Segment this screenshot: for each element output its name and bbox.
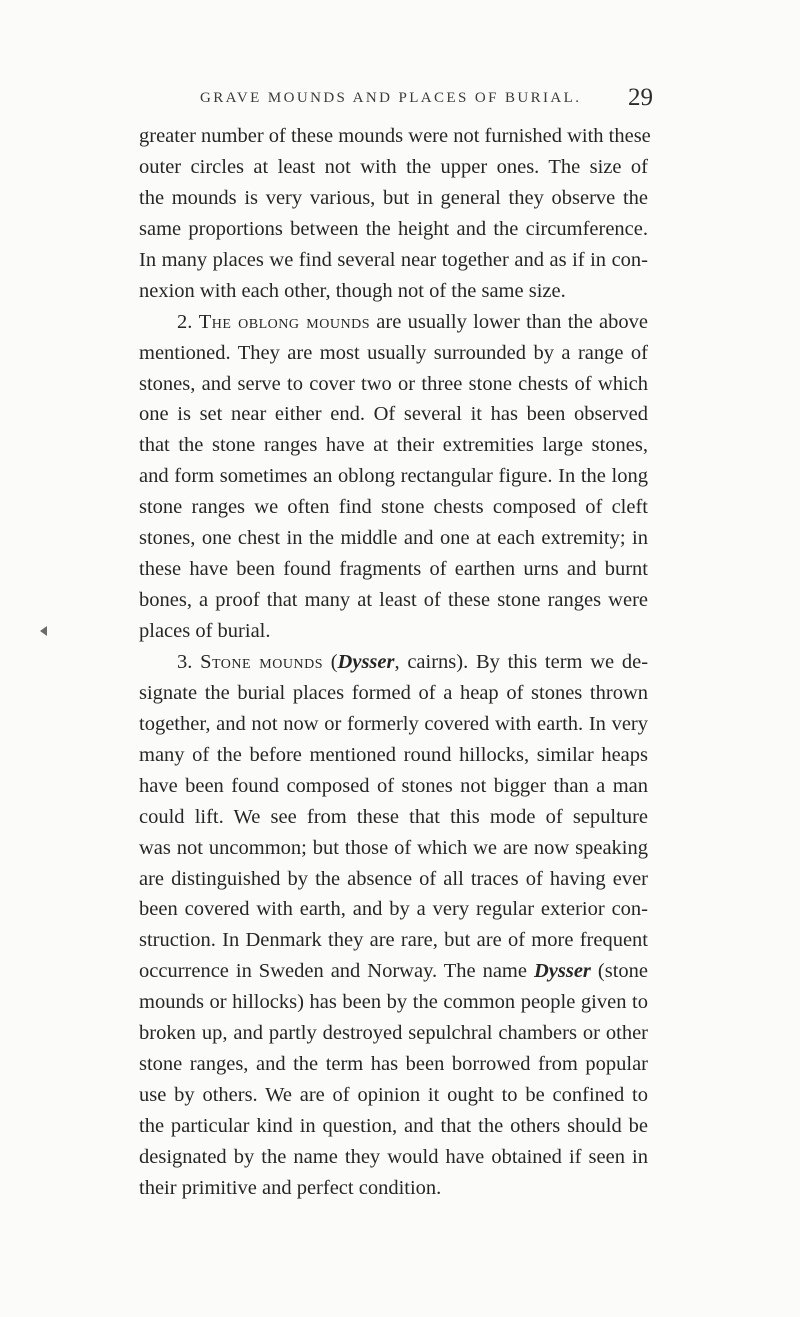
text-line: together, and not now or formerly covered with earth. In very <box>139 712 648 735</box>
text-line: the particular kind in question, and that the others should be <box>139 1115 648 1137</box>
text-line: could lift. We see from these that this mode of sepulture <box>139 805 648 828</box>
text-line: nexion with each other, though not of the same size. <box>139 279 566 302</box>
section-number: 3. <box>177 650 193 673</box>
text-line: same proportions between the height and the circumference. <box>139 217 648 240</box>
italic-term: Dysser <box>337 650 395 673</box>
text-line: was not uncommon; but those of which we are now speaking <box>139 836 648 859</box>
text-line: been covered with earth, and by a very regular exterior con- <box>139 898 648 921</box>
text-line: designated by the name they would have obtained if seen in <box>139 1145 648 1168</box>
text-line: In many places we find several near together and as if in con- <box>139 248 648 271</box>
margin-arrow-icon <box>40 626 47 636</box>
running-title: GRAVE MOUNDS AND PLACES OF BURIAL. <box>200 90 582 106</box>
text-line: mounds or hillocks) has been by the common people given to <box>139 991 648 1014</box>
text-line: stone ranges, and the term has been borrowed from popular <box>139 1053 648 1076</box>
text-line: these have been found fragments of earthen urns and burnt <box>139 558 648 581</box>
text-line: the mounds is very various, but in general they observe the <box>139 186 648 209</box>
text-line: broken up, and partly destroyed sepulchral chambers or other <box>139 1022 648 1045</box>
text-line: stone ranges we often find stone chests composed of cleft <box>139 496 648 519</box>
section-heading-line: 2. The oblong mounds are usually lower than the above <box>177 310 649 333</box>
text-line: and form sometimes an oblong rectangular figure. In the long <box>139 465 648 488</box>
text-line: places of burial. <box>139 620 271 642</box>
running-head <box>0 86 800 116</box>
text-line: use by others. We are of opinion it ought to be confined to <box>139 1084 648 1107</box>
text-line: greater number of these mounds were not furnished with these <box>139 125 651 147</box>
section-heading: Stone mounds <box>200 650 323 673</box>
text-line: have been found composed of stones not bigger than a man <box>139 774 648 797</box>
italic-term: Dysser <box>533 960 591 983</box>
text-line: one is set near either end. Of several it has been observed <box>139 403 648 426</box>
text-line: occurrence in Sweden and Norway. The name Dysser (stone <box>139 960 648 983</box>
text-line: struction. In Denmark they are rare, but are of more frequent <box>139 929 648 952</box>
page-number: 29 <box>628 84 653 111</box>
text-line: many of the before mentioned round hillocks, similar heaps <box>139 743 648 766</box>
section-heading-line: 3. Stone mounds (Dysser, cairns). By this term we de- <box>177 650 649 673</box>
body-text <box>139 121 651 1204</box>
text-line: outer circles at least not with the upper ones. The size of <box>139 155 648 178</box>
section-heading: The oblong mounds <box>198 310 370 333</box>
section-number: 2. <box>177 310 193 333</box>
text-line: signate the burial places formed of a heap of stones thrown <box>139 681 648 704</box>
text-line: their primitive and perfect condition. <box>139 1176 442 1199</box>
text-line: that the stone ranges have at their extremities large stones, <box>139 434 648 457</box>
text-line: mentioned. They are most usually surrounded by a range of <box>139 341 648 364</box>
text-line: are distinguished by the absence of all traces of having ever <box>139 867 648 890</box>
text-line: bones, a proof that many at least of these stone ranges were <box>139 589 648 612</box>
text-line: stones, one chest in the middle and one at each extremity; in <box>139 527 648 550</box>
text-line: stones, and serve to cover two or three stone chests of which <box>139 372 648 395</box>
